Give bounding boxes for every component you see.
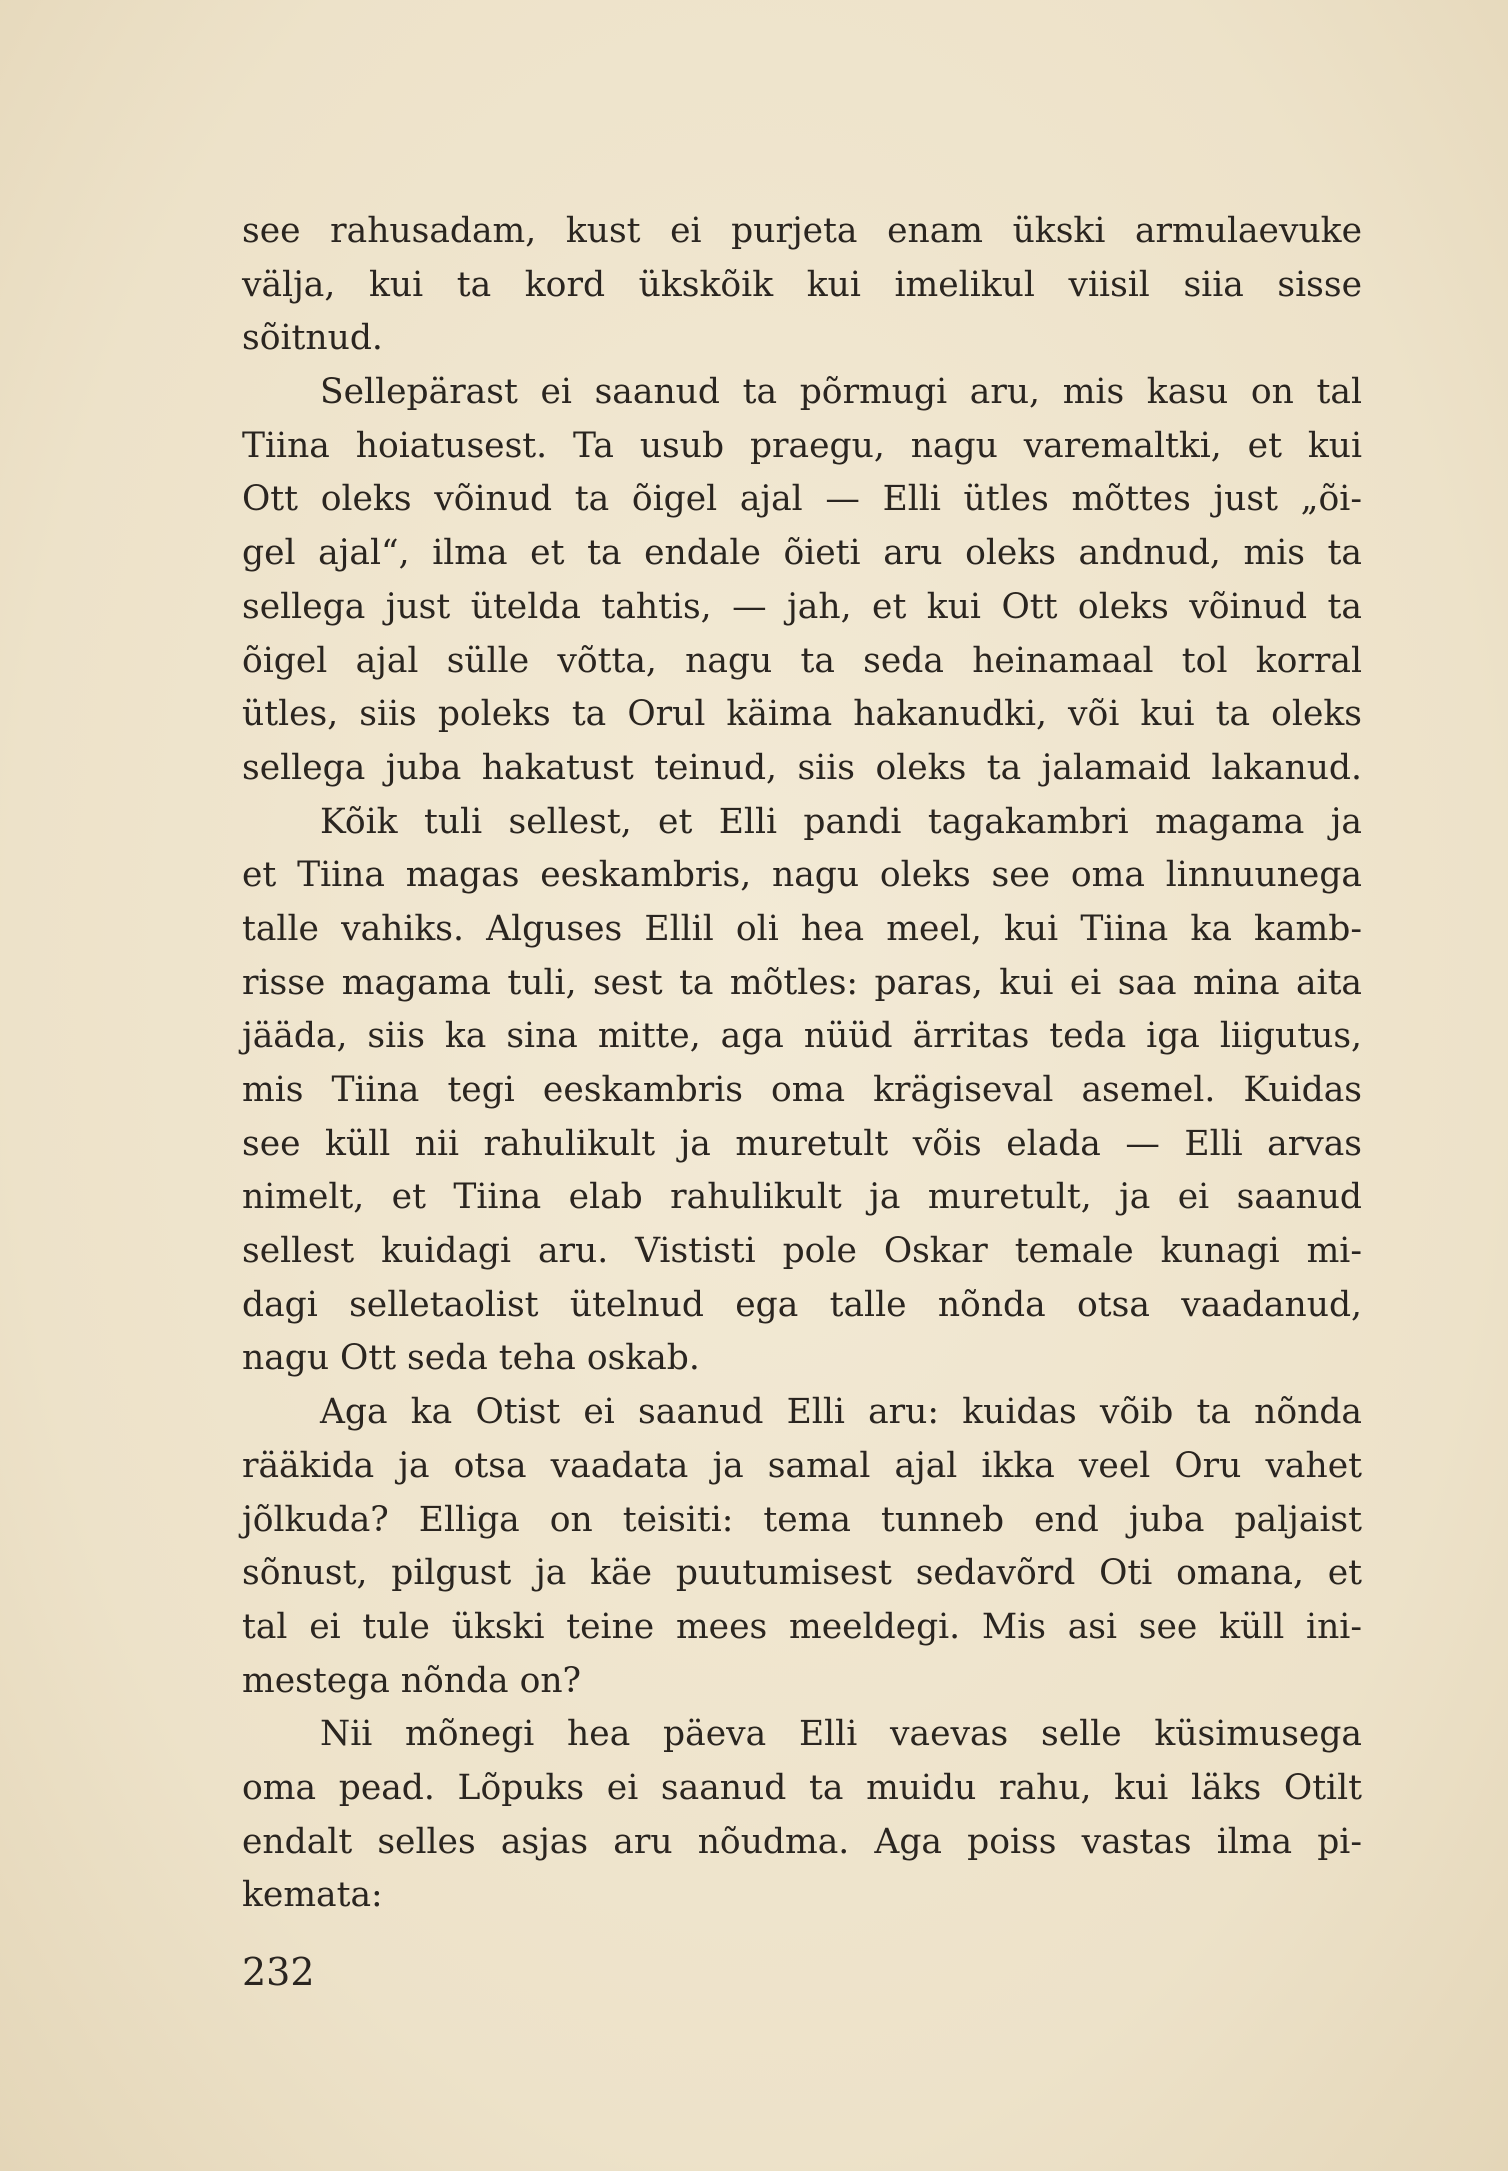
- text-line: nimelt, et Tiina elab rahulikult ja muretult, ja ei saanud: [242, 1177, 1362, 1218]
- text-line: sõitnud.: [242, 318, 383, 359]
- text-line: see rahusadam, kust ei purjeta enam ükski armulaevuke: [242, 211, 1362, 251]
- text-line: endalt selles asjas aru nõudma. Aga poiss vastas ilma pi-: [242, 1821, 1362, 1862]
- text-line: Aga ka Otist ei saanud Elli aru: kuidas võib ta nõnda: [320, 1392, 1362, 1433]
- text-line: see küll nii rahulikult ja muretult võis elada — Elli arvas: [242, 1123, 1362, 1164]
- text-line: ütles, siis poleks ta Orul käima hakanudki, või kui ta oleks: [242, 694, 1362, 735]
- text-line: sõnust, pilgust ja käe puutumisest sedavõrd Oti omana, et: [242, 1553, 1362, 1594]
- text-line: rääkida ja otsa vaadata ja samal ajal ikka veel Oru vahet: [242, 1445, 1362, 1486]
- text-line: gel ajal“, ilma et ta endale õieti aru oleks andnud, mis ta: [242, 533, 1362, 574]
- text-line: sellega juba hakatust teinud, siis oleks ta jalamaid lakanud.: [242, 747, 1362, 788]
- page-body-text: [242, 205, 1362, 1923]
- text-line: Ott oleks võinud ta õigel ajal — Elli ütles mõttes just „õi-: [242, 479, 1362, 520]
- text-line: dagi selletaolist ütelnud ega talle nõnda otsa vaadanud,: [242, 1284, 1362, 1325]
- text-line: risse magama tuli, sest ta mõtles: paras, kui ei saa mina aita: [242, 962, 1362, 1003]
- text-line: oma pead. Lõpuks ei saanud ta muidu rahu, kui läks Otilt: [242, 1767, 1362, 1808]
- text-line: välja, kui ta kord ükskõik kui imelikul viisil siia sisse: [242, 264, 1362, 305]
- text-line: Sellepärast ei saanud ta põrmugi aru, mis kasu on tal: [320, 372, 1362, 413]
- text-line: Kõik tuli sellest, et Elli pandi tagakambri magama ja: [320, 801, 1362, 842]
- text-line: Tiina hoiatusest. Ta usub praegu, nagu varemaltki, et kui: [242, 425, 1362, 466]
- text-line: mis Tiina tegi eeskambris oma krägiseval asemel. Kuidas: [242, 1070, 1362, 1110]
- text-line: sellest kuidagi aru. Vististi pole Oskar temale kunagi mi-: [242, 1231, 1362, 1272]
- text-line: talle vahiks. Alguses Ellil oli hea meel, kui Tiina ka kamb-: [242, 908, 1362, 949]
- text-line: mestega nõnda on?: [242, 1660, 582, 1701]
- text-line: õigel ajal sülle võtta, nagu ta seda heinamaal tol korral: [242, 640, 1362, 681]
- text-line: Nii mõnegi hea päeva Elli vaevas selle küsimusega: [320, 1714, 1362, 1755]
- text-line: jõlkuda? Elliga on teisiti: tema tunneb end juba paljaist: [242, 1499, 1362, 1540]
- text-line: kemata:: [242, 1875, 383, 1916]
- text-line: nagu Ott seda teha oskab.: [242, 1338, 700, 1379]
- text-line: jääda, siis ka sina mitte, aga nüüd ärritas teda iga liigutus,: [242, 1016, 1362, 1057]
- text-line: tal ei tule ükski teine mees meeldegi. Mis asi see küll ini-: [242, 1606, 1362, 1647]
- page-number: 232: [242, 1950, 315, 1994]
- text-line: sellega just ütelda tahtis, — jah, et kui Ott oleks võinud ta: [242, 586, 1362, 627]
- text-line: et Tiina magas eeskambris, nagu oleks see oma linnuunega: [242, 855, 1362, 896]
